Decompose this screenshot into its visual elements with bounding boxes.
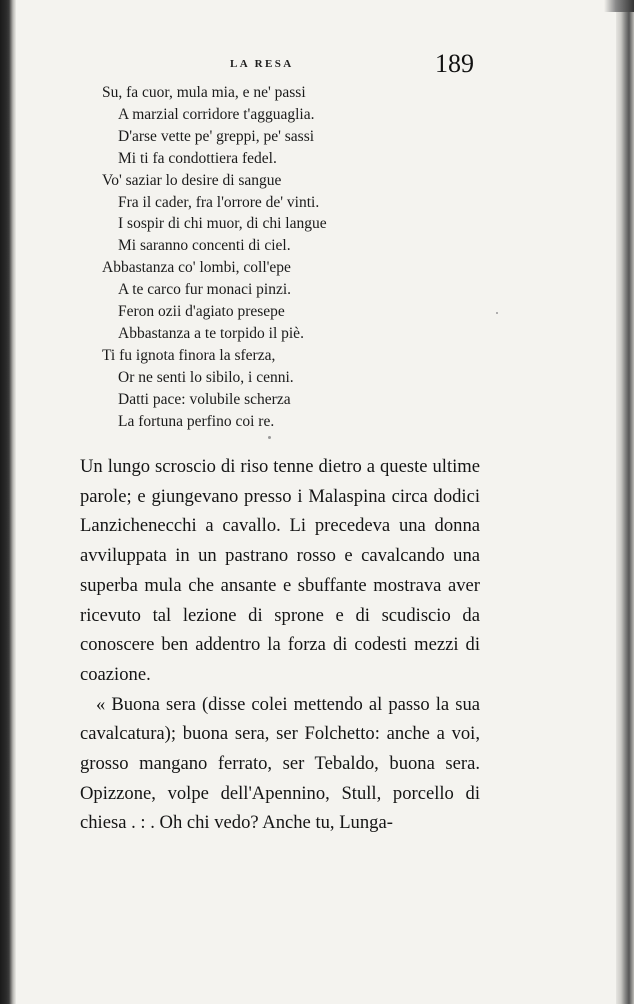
poem-line: Feron ozii d'agiato presepe [118,303,285,321]
poem-line: Abbastanza co' lombi, coll'epe [102,259,291,277]
page-corner-shadow [604,0,634,12]
page-right-edge [616,0,634,1004]
prose-body [80,452,480,838]
poem-line: Ti fu ignota finora la sferza, [102,346,276,364]
paragraph: « Buona sera (disse colei mettendo al passo la sua cavalcatura); buona sera, ser Folchetto: anche a voi, grosso mangano ferrato, ser Tebaldo, buona sera. Opizzone, volpe dell'Apennino, Stull, porcello di chiesa . : . Oh chi vedo? Anche tu, Lunga- [80,693,480,834]
paragraph: Un lungo scroscio di riso tenne dietro a queste ultime parole; e giungevano presso i Malaspina circa dodici Lanzichenecchi a cavallo. Li precedeva una donna avviluppata in un pastrano rosso e cavalcando una superba mula che ansante e sbuffante mostrava aver ricevuto tal lezione di sprone e di scudiscio da conoscere ben addentro la forza di codesti mezzi di coazione. [80,456,480,685]
poem-line: I sospir di chi muor, di chi langue [118,215,327,233]
poem-line: Mi saranno concenti di ciel. [118,237,291,255]
poem-line: Abbastanza a te torpido il piè. [118,324,304,342]
paper-speck [496,312,498,314]
poem-line: Vo' saziar lo desire di sangue [102,171,282,189]
page-binding-edge [0,0,16,1004]
poem-line: Mi ti fa condottiera fedel. [118,149,277,167]
poem-line: D'arse vette pe' greppi, pe' sassi [118,127,315,145]
poem-line: A te carco fur monaci pinzi. [118,281,292,299]
poem-line: La fortuna perfino coi re. [118,412,275,430]
poem-line: A marzial corridore t'agguaglia. [118,105,315,123]
running-title: LA RESA [230,58,294,70]
poem-line: Su, fa cuor, mula mia, e ne' passi [102,84,306,101]
poem-stanza [102,82,462,433]
page-number: 189 [435,49,474,78]
poem-line: Datti pace: volubile scherza [118,390,291,408]
poem-line: Fra il cader, fra l'orrore de' vinti. [118,193,320,211]
paper-speck [268,436,271,439]
poem-line: Or ne senti lo sibilo, i cenni. [118,368,294,386]
